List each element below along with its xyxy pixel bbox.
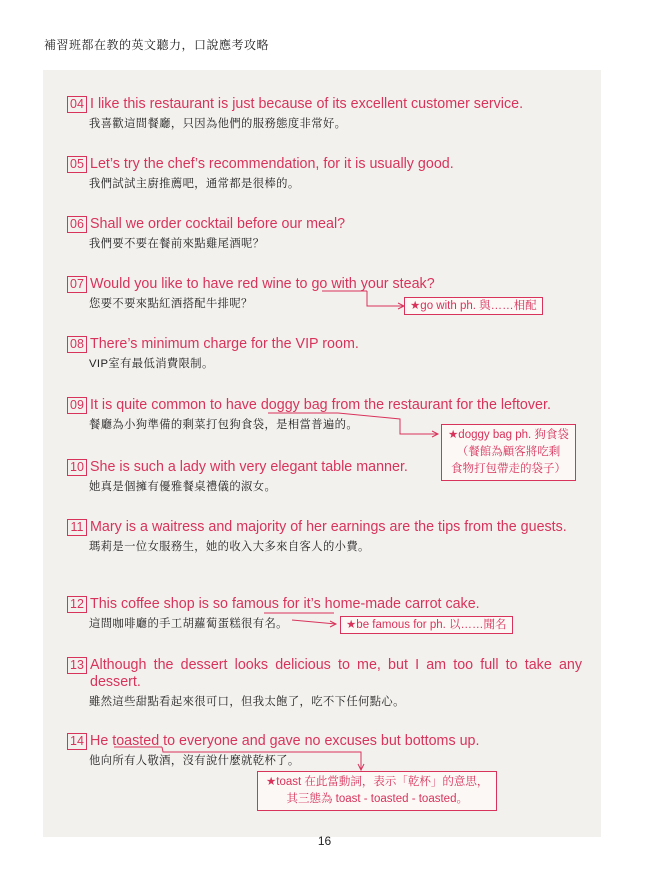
english-sentence: I like this restaurant is just because of its excellent customer service. — [90, 96, 524, 112]
chinese-translation: 我們試試主廚推薦吧，通常都是很棒的。 — [89, 178, 300, 190]
item-number: 06 — [67, 216, 87, 233]
vocab-note-famous-for: ★be famous for ph. 以……聞名 — [340, 616, 513, 634]
sentence-item — [67, 733, 582, 768]
note-line: （餐館為顧客將吃剩 — [456, 446, 561, 458]
item-number: 10 — [67, 459, 87, 476]
vocab-note-toast — [257, 771, 497, 811]
english-sentence: This coffee shop is so famous for it’s home-made carrot cake. — [90, 596, 480, 612]
sentence-item — [67, 96, 582, 131]
chinese-translation: VIP室有最低消費限制。 — [89, 358, 214, 370]
item-number: 04 — [67, 96, 87, 113]
chinese-translation: 我們要不要在餐前來點雞尾酒呢？ — [89, 238, 265, 250]
note-line: 其三態為 toast - toasted - toasted。 — [286, 793, 468, 805]
item-number: 12 — [67, 596, 87, 613]
chinese-translation: 我喜歡這間餐廳，只因為他們的服務態度非常好。 — [89, 118, 347, 130]
english-sentence: There’s minimum charge for the VIP room. — [90, 336, 359, 352]
vocab-note-go-with: ★go with ph. 與……相配 — [404, 297, 543, 315]
item-number: 09 — [67, 397, 87, 414]
chinese-translation: 餐廳為小狗準備的剩菜打包狗食袋，是相當普遍的。 — [89, 419, 359, 431]
running-header: 補習班都在教的英文聽力，口說應考攻略 — [44, 38, 270, 52]
english-sentence: Mary is a waitress and majority of her earnings are the tips from the guests. — [90, 519, 567, 535]
sentence-item — [67, 519, 582, 554]
sentence-item — [67, 657, 582, 709]
chinese-translation: 他向所有人敬酒，沒有說什麼就乾杯了。 — [89, 755, 300, 767]
english-sentence: Would you like to have red wine to go with your steak? — [90, 276, 435, 292]
chinese-translation: 這間咖啡廳的手工胡蘿蔔蛋糕很有名。 — [89, 618, 288, 630]
chinese-translation: 瑪莉是一位女服務生，她的收入大多來自客人的小費。 — [89, 541, 370, 553]
vocab-note-doggy-bag — [441, 424, 576, 481]
chinese-translation: 她真是個擁有優雅餐桌禮儀的淑女。 — [89, 481, 277, 493]
item-number: 07 — [67, 276, 87, 293]
english-sentence: Although the dessert looks delicious to me, but I am too full to take any dessert. — [90, 657, 582, 690]
item-number: 05 — [67, 156, 87, 173]
sentence-item — [67, 156, 582, 191]
note-line: ★toast 在此當動詞，表示「乾杯」的意思， — [266, 776, 489, 788]
item-number: 11 — [67, 519, 87, 536]
note-line: 食物打包帶走的袋子） — [450, 463, 566, 475]
page-number: 16 — [317, 834, 332, 848]
english-sentence: Shall we order cocktail before our meal? — [90, 216, 346, 232]
sentence-item — [67, 336, 582, 371]
english-sentence: Let’s try the chef’s recommendation, for it is usually good. — [90, 156, 454, 172]
note-line: ★doggy bag ph. 狗食袋 — [448, 429, 569, 441]
sentence-item — [67, 216, 582, 251]
item-number: 14 — [67, 733, 87, 750]
chinese-translation: 您要不要來點紅酒搭配牛排呢？ — [89, 298, 253, 310]
item-number: 08 — [67, 336, 87, 353]
item-number: 13 — [67, 657, 87, 674]
english-sentence: She is such a lady with very elegant table manner. — [90, 459, 408, 475]
english-sentence: It is quite common to have doggy bag from the restaurant for the leftover. — [90, 397, 551, 413]
chinese-translation: 雖然這些甜點看起來很可口，但我太飽了，吃不下任何點心。 — [89, 696, 405, 708]
english-sentence: He toasted to everyone and gave no excuses but bottoms up. — [90, 733, 480, 749]
